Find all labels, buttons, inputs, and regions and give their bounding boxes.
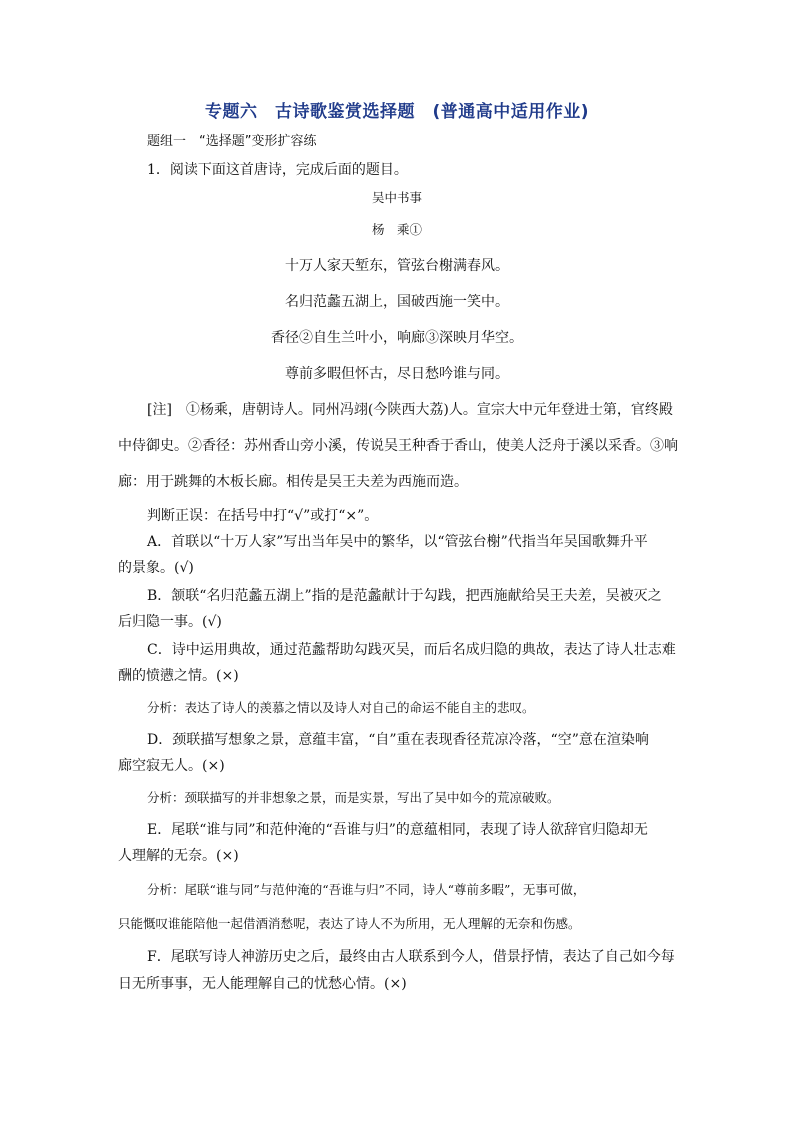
note-line-1: [注] ①杨乘，唐朝诗人。同州冯翊(今陕西大荔)人。宣宗大中元年登进士第，官终殿: [147, 402, 673, 418]
option-b-line-2: 后归隐一事。(√): [118, 614, 222, 630]
option-e-line-1: E．尾联“谁与同”和范仲淹的“吾谁与归”的意蕴相同，表现了诗人欲辞官归隐却无: [147, 822, 648, 838]
poem-line-1: 十万人家天堑东，管弦台榭满春风。: [285, 258, 509, 274]
option-c-line-2: 酬的愤懑之情。(×): [118, 668, 239, 684]
option-f-line-2: 日无所事事，无人能理解自己的忧愁心情。(×): [118, 976, 407, 992]
analysis-e-line-2: 只能慨叹谁能陪他一起借酒消愁呢，表达了诗人不为所用，无人理解的无奈和伤感。: [118, 916, 581, 931]
analysis-d: 分析：颈联描写的并非想象之景，而是实景，写出了吴中如今的荒凉破败。: [147, 790, 560, 805]
option-e-line-2: 人理解的无奈。(×): [118, 848, 239, 864]
poem-author: 杨 乘①: [371, 222, 422, 237]
option-b-line-1: B．颔联“名归范蠡五湖上”指的是范蠡献计于勾践，把西施献给吴王夫差，吴被灭之: [147, 588, 662, 604]
poem-line-3: 香径②自生兰叶小，响廊③深映月华空。: [271, 330, 523, 346]
option-a-line-2: 的景象。(√): [118, 560, 194, 576]
note-line-2: 中侍御史。②香径：苏州香山旁小溪，传说吴王种香于香山，使美人泛舟于溪以采香。③响: [118, 438, 678, 454]
question-1-intro: 1．阅读下面这首唐诗，完成后面的题目。: [147, 162, 408, 178]
poem-title: 吴中书事: [371, 190, 422, 205]
option-f-line-1: F．尾联写诗人神游历史之后，最终由古人联系到今人，借景抒情，表达了自己如今每: [147, 949, 675, 965]
option-a-line-1: A．首联以“十万人家”写出当年吴中的繁华，以“管弦台榭”代指当年吴国歌舞升平: [147, 534, 648, 550]
question-group-heading: 题组一 “选择题”变形扩容练: [147, 134, 317, 149]
instruction: 判断正误：在括号中打“√”或打“×”。: [147, 508, 379, 524]
analysis-c: 分析：表达了诗人的羡慕之情以及诗人对自己的命运不能自主的悲叹。: [147, 700, 535, 715]
analysis-e-line-1: 分析：尾联“谁与同”与范仲淹的“吾谁与归”不同，诗人“尊前多暇”，无事可做，: [147, 882, 586, 897]
poem-line-2: 名归范蠡五湖上，国破西施一笑中。: [285, 294, 509, 310]
poem-line-4: 尊前多暇但怀古，尽日愁吟谁与同。: [285, 366, 509, 382]
note-line-3: 廊：用于跳舞的木板长廊。相传是吴王夫差为西施而造。: [118, 474, 468, 490]
option-d-line-1: D．颈联描写想象之景，意蕴丰富，“自”重在表现香径荒凉冷落，“空”意在渲染响: [147, 732, 649, 748]
document-title: 专题六 古诗歌鉴赏选择题 (普通高中适用作业): [204, 102, 590, 122]
option-d-line-2: 廊空寂无人。(×): [118, 758, 225, 774]
option-c-line-1: C．诗中运用典故，通过范蠡帮助勾践灭吴，而后名成归隐的典故，表达了诗人壮志难: [147, 642, 676, 658]
